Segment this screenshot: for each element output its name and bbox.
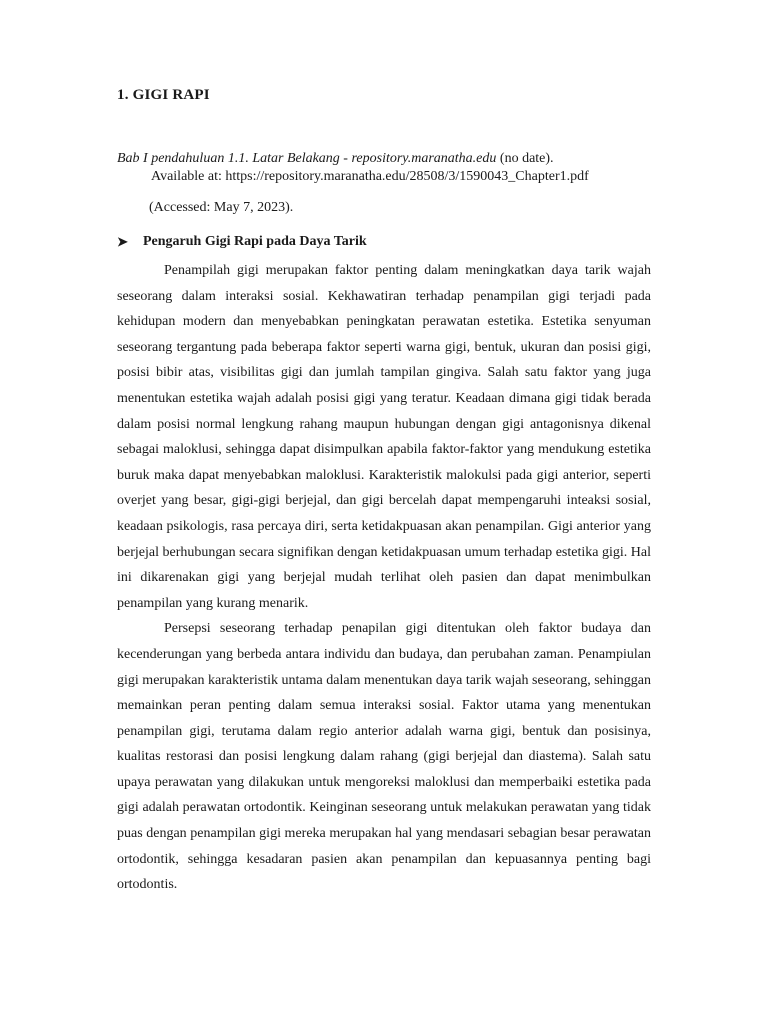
section-heading: 1. GIGI RAPI bbox=[117, 87, 210, 103]
arrowhead-bullet-icon: ➤ bbox=[117, 234, 128, 249]
reference-entry bbox=[117, 150, 657, 186]
body-text bbox=[117, 258, 651, 898]
reference-date: (no date). bbox=[499, 151, 554, 166]
subsection-title: Pengaruh Gigi Rapi pada Daya Tarik bbox=[143, 234, 367, 249]
reference-citation-line bbox=[117, 150, 657, 168]
reference-accessed: (Accessed: May 7, 2023). bbox=[149, 200, 294, 215]
reference-available: Available at: https://repository.maranatha.edu/28508/3/1590043_Chapter1.pdf bbox=[151, 169, 589, 184]
subsection-heading bbox=[117, 234, 367, 250]
reference-title: Bab I pendahuluan 1.1. Latar Belakang - repository.maranatha.edu bbox=[117, 151, 497, 166]
body-paragraph: Penampilah gigi merupakan faktor penting dalam meningkatkan daya tarik wajah seseorang dalam interaksi sosial. Kekhawatiran terhadap penampilan gigi terjadi pada kehidupan modern dan menyebabkan peningkatan perawatan estetika. Estetika senyuman seseorang tergantung pada beberapa faktor seperti warna gigi, bentuk, ukuran dan posisi gigi, posisi bibir atas, visibilitas gigi dan jumlah tampilan gingiva. Salah satu faktor yang juga menentukan estetika wajah adalah posisi gigi yang teratur. Keadaan dimana gigi tidak berada dalam posisi normal lengkung rahang maupun hubungan dengan gigi antagonisnya dikenal sebagai maloklusi, sehingga dapat disimpulkan apabila faktor-faktor yang mendukung estetika buruk maka dapat menyebabkan maloklusi. Karakteristik malokulsi pada gigi anterior, seperti overjet yang besar, gigi-gigi berjejal, dan gigi bercelah dapat mempengaruhi inteaksi sosial, keadaan psikologis, rasa percaya diri, serta ketidakpuasan akan penampilan. Gigi anterior yang berjejal berhubungan secara signifikan dengan ketidakpuasan umum terhadap estetika gigi. Hal ini dikarenakan gigi yang berjejal mudah terlihat oleh pasien dan dapat menimbulkan penampilan yang kurang menarik. bbox=[117, 263, 651, 611]
body-paragraph: Persepsi seseorang terhadap penapilan gigi ditentukan oleh faktor budaya dan kecenderungan yang berbeda antara individu dan budaya, dan perubahan zaman. Penampiulan gigi merupakan karakteristik untama dalam menentukan daya tarik wajah seseorang, sehinggan memainkan peran penting dalam semua interaksi sosial. Faktor utama yang menentukan penampilan gigi, terutama dalam regio anterior adalah warna gigi, bentuk dan posisinya, kualitas restorasi dan posisi lengkung dalam rahang (gigi berjejal dan diastema). Salah satu upaya perawatan yang dilakukan untuk mengoreksi maloklusi dan memperbaiki estetika pada gigi adalah perawatan ortodontik. Keinginan seseorang untuk melakukan perawatan yang tidak puas dengan penampilan gigi mereka merupakan hal yang mendasari sebagian besar perawatan ortodontik, sehingga kesadaran pasien akan penampilan dan kepuasannya penting bagi ortodontis. bbox=[117, 621, 651, 893]
